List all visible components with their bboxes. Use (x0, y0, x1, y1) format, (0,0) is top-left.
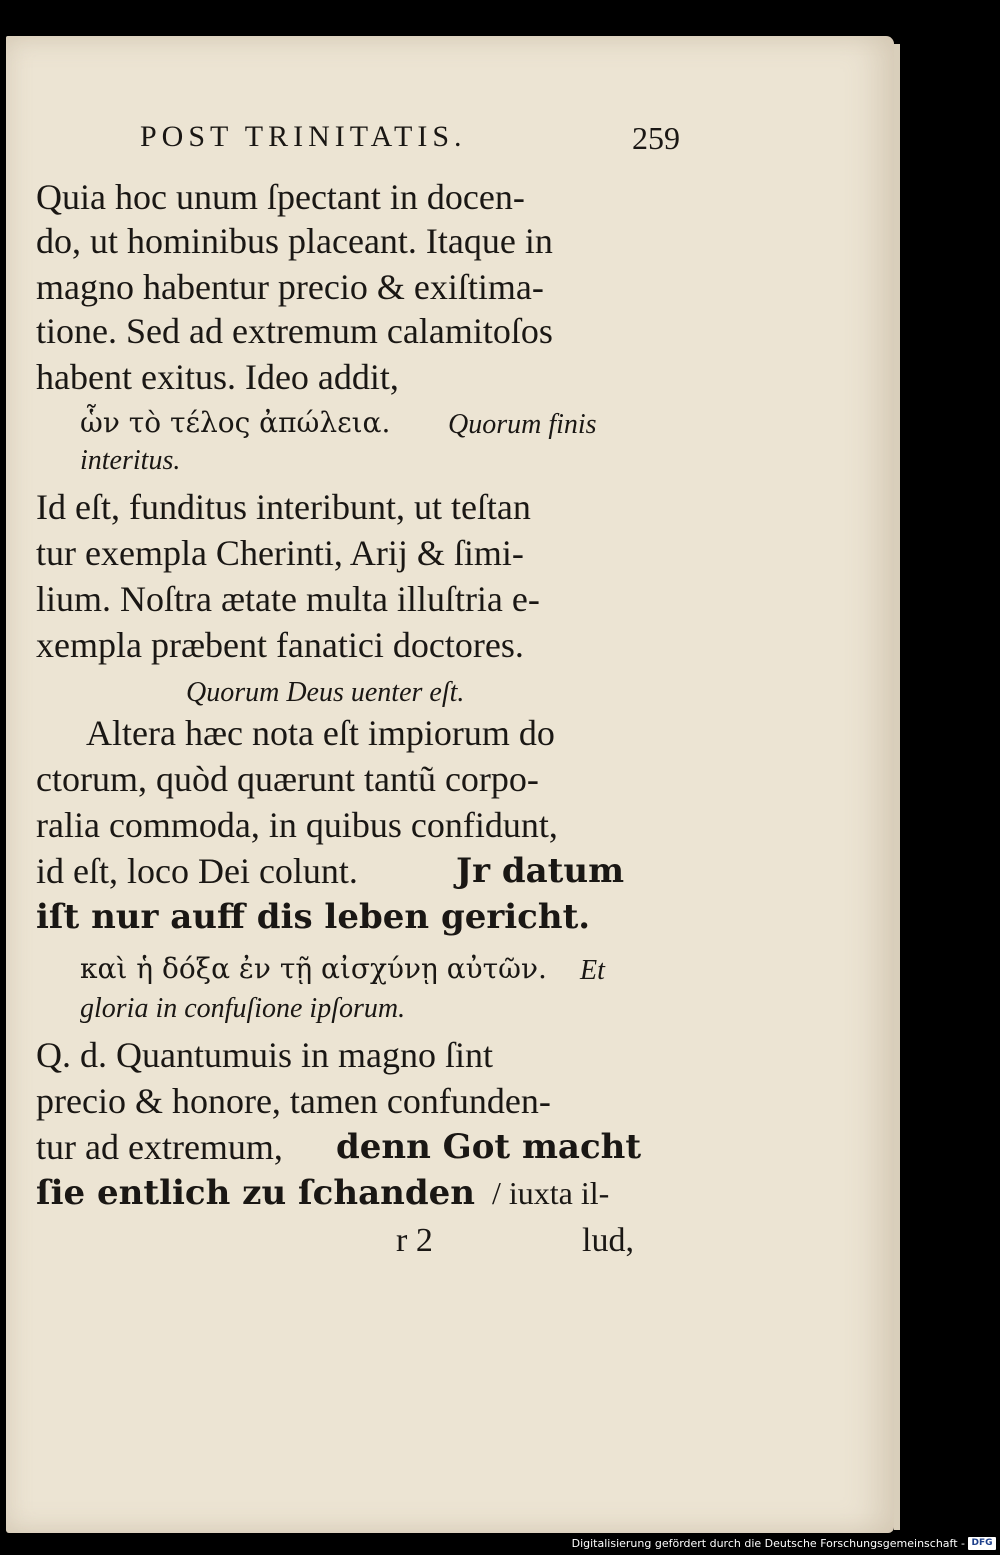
italic-translation: interitus. (80, 445, 181, 476)
text-line: Altera hæc nota eſt impiorum do (86, 713, 555, 753)
text-line: habent exitus. Ideo addit, (36, 357, 399, 397)
text-line: Q. d. Quantumuis in magno ſint (36, 1035, 493, 1075)
text-line: Quia hoc unum ſpectant in docen- (36, 177, 525, 217)
italic-quotation: Quorum Deus uenter eſt. (186, 677, 465, 708)
german-blackletter: denn Got macht (336, 1127, 642, 1167)
text-line: ralia commoda, in quibus confidunt, (36, 805, 558, 845)
italic-translation: gloria in confuſione ipſorum. (80, 993, 406, 1024)
signature-mark: r 2 (396, 1222, 433, 1259)
greek-quotation: καὶ ἡ δόξα ἐν τῇ αἰσχύνῃ αὐτῶν. (80, 952, 547, 985)
text-line: xempla præbent fanatici doctores. (36, 625, 524, 665)
text-line: precio & honore, tamen confunden- (36, 1081, 551, 1121)
running-head-title: POST TRINITATIS. (140, 120, 467, 153)
catchword: lud, (582, 1222, 634, 1259)
text-line: Id eſt, funditus interibunt, ut teſtan (36, 487, 531, 527)
german-blackletter: Jr datum (456, 851, 625, 891)
text-line: id eſt, loco Dei colunt. (36, 851, 358, 891)
text-line: / iuxta il- (492, 1175, 610, 1211)
german-blackletter: iſt nur auff dis leben gericht. (36, 897, 591, 937)
dfg-logo-icon: DFG (968, 1537, 996, 1550)
footer-text: Digitalisierung gefördert durch die Deutsche Forschungsgemeinschaft - (571, 1536, 965, 1550)
text-line: tur exempla Cherinti, Arij & ſimi- (36, 533, 524, 573)
text-line: magno habentur precio & exiſtima- (36, 267, 544, 307)
greek-quotation: ὧν τὸ τέλος ἀπώλεια. (80, 406, 391, 439)
german-blackletter: ſie entlich zu ſchanden (36, 1173, 475, 1213)
text-line: tione. Sed ad extremum calamitoſos (36, 311, 553, 351)
italic-translation: Quorum finis (448, 409, 597, 440)
text-line: lium. Noſtra ætate multa illuſtria e- (36, 579, 540, 619)
italic-translation: Et (580, 955, 605, 986)
folio-number: 259 (632, 120, 680, 156)
text-line: tur ad extremum, (36, 1127, 283, 1167)
page-edge (894, 44, 900, 1530)
text-line: do, ut hominibus placeant. Itaque in (36, 221, 553, 261)
text-line: ctorum, quòd quærunt tantũ corpo- (36, 759, 539, 799)
running-head (140, 120, 680, 160)
digitization-footer (572, 1535, 996, 1551)
